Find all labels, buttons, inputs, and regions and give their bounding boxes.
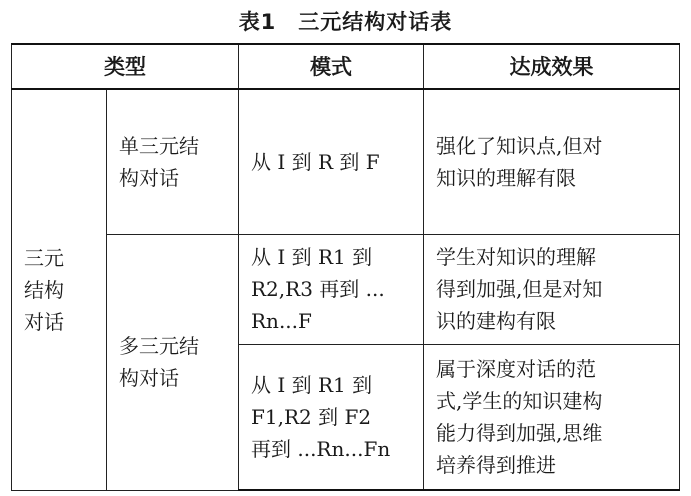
header-row <box>12 44 680 89</box>
category-cell: 三元 结构 对话 <box>12 89 107 490</box>
mode-cell: 从 I 到 R1 到 F1,R2 到 F2 再到 ...Rn...Fn <box>239 344 424 490</box>
subtype-cell-multi: 多三元结 构对话 <box>107 234 239 490</box>
mode-cell: 从 I 到 R 到 F <box>239 89 424 234</box>
table-row <box>12 89 680 234</box>
table-row <box>12 234 680 344</box>
header-mode: 模式 <box>239 44 424 89</box>
table-title: 表1 三元结构对话表 <box>238 10 453 34</box>
effect-cell: 强化了知识点,但对 知识的理解有限 <box>424 89 680 234</box>
subtype-cell-single: 单三元结 构对话 <box>107 89 239 234</box>
three-element-dialogue-table <box>11 43 680 491</box>
effect-cell: 学生对知识的理解 得到加强,但是对知 识的建构有限 <box>424 234 680 344</box>
header-type: 类型 <box>12 44 239 89</box>
mode-cell: 从 I 到 R1 到 R2,R3 再到 ... Rn...F <box>239 234 424 344</box>
header-effect: 达成效果 <box>424 44 680 89</box>
effect-cell: 属于深度对话的范 式,学生的知识建构 能力得到加强,思维 培养得到推进 <box>424 344 680 490</box>
